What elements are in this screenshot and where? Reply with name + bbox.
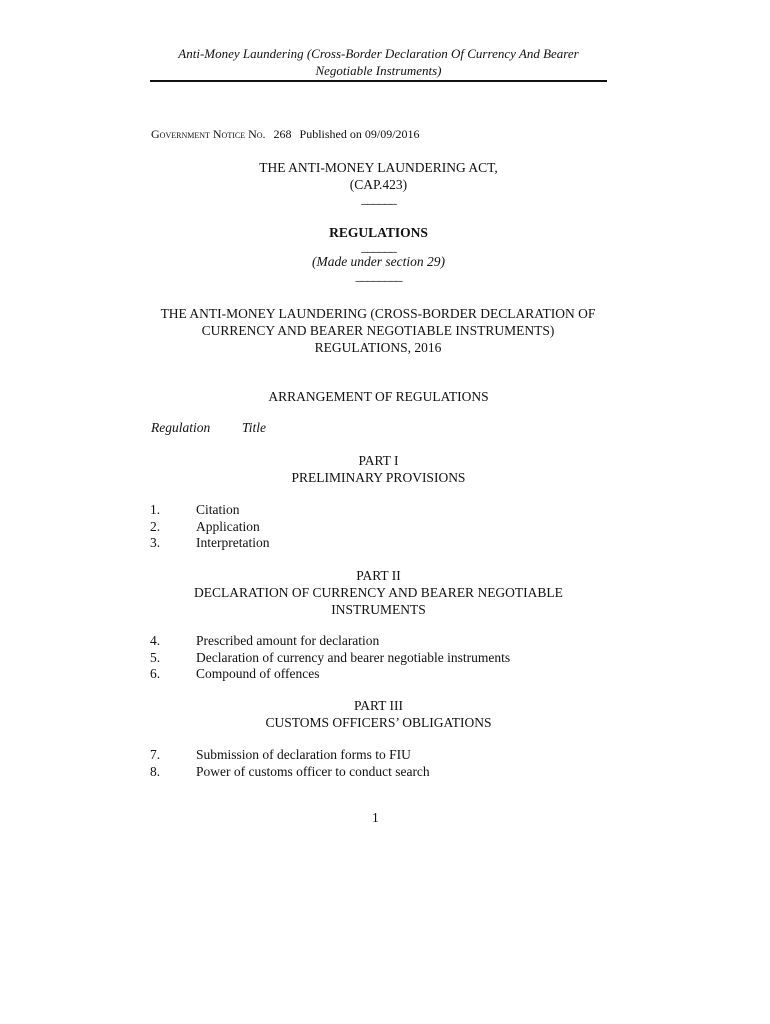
running-header xyxy=(150,45,607,79)
item-title: Prescribed amount for declaration xyxy=(196,633,380,648)
part-1-items xyxy=(150,502,269,552)
running-header-line-1: Anti-Money Laundering (Cross-Border Declaration Of Currency And Bearer xyxy=(178,46,579,61)
item-title: Citation xyxy=(196,502,240,517)
part-label: PART III xyxy=(353,698,404,713)
list-item xyxy=(150,764,430,781)
item-number: 6. xyxy=(150,666,161,681)
made-under-section: (Made under section 29) xyxy=(311,254,446,269)
item-number: 8. xyxy=(150,763,161,779)
item-number: 7. xyxy=(150,747,161,762)
part-label: PART II xyxy=(356,568,401,583)
item-title: Submission of declaration forms to FIU xyxy=(196,747,411,762)
running-header-line-2: Negotiable Instruments) xyxy=(315,63,442,78)
part-3-heading xyxy=(150,697,607,731)
reg-title-line-3: REGULATIONS, 2016 xyxy=(314,340,442,355)
part-title: PRELIMINARY PROVISIONS xyxy=(291,470,466,485)
item-number: 3. xyxy=(150,535,161,550)
arrangement-heading: ARRANGEMENT OF REGULATIONS xyxy=(268,389,489,404)
part-title: CUSTOMS OFFICERS’ OBLIGATIONS xyxy=(265,715,492,730)
regulations-rule-2: ________ xyxy=(355,268,402,283)
part-title-continued: INSTRUMENTS xyxy=(331,602,426,617)
list-item xyxy=(150,519,269,536)
act-cap: (CAP.423) xyxy=(349,177,408,192)
reg-title-line-1: THE ANTI-MONEY LAUNDERING (CROSS-BORDER DECLARATION OF xyxy=(160,306,596,321)
item-title: Application xyxy=(196,518,260,534)
list-item xyxy=(150,535,269,552)
page-number: 1 xyxy=(372,810,379,825)
list-item xyxy=(150,747,430,764)
part-label: PART I xyxy=(358,453,399,468)
header-rule xyxy=(150,80,607,82)
regulations-heading xyxy=(150,224,607,282)
act-heading xyxy=(150,159,607,205)
part-2-items xyxy=(150,633,510,683)
act-title: THE ANTI-MONEY LAUNDERING ACT, xyxy=(259,160,498,175)
government-notice xyxy=(151,127,420,142)
act-rule: ______ xyxy=(361,191,396,206)
part-1-heading xyxy=(150,452,607,486)
list-item xyxy=(150,650,510,667)
regulations-title: REGULATIONS xyxy=(329,225,428,240)
list-item xyxy=(150,633,510,650)
list-item xyxy=(150,502,269,519)
regulations-full-title xyxy=(148,305,608,356)
item-title: Declaration of currency and bearer negotiable instruments xyxy=(196,649,511,665)
list-item xyxy=(150,666,510,683)
item-number: 5. xyxy=(150,649,161,665)
notice-published: Published on 09/09/2016 xyxy=(299,127,420,141)
notice-label: Government Notice No. xyxy=(151,127,266,141)
item-title: Power of customs officer to conduct search xyxy=(196,763,430,779)
item-title: Compound of offences xyxy=(196,666,320,681)
regulations-rule-1: ______ xyxy=(361,239,396,254)
column-header-title: Title xyxy=(242,420,267,435)
item-title: Interpretation xyxy=(196,535,270,550)
part-2-heading xyxy=(150,567,607,618)
part-title: DECLARATION OF CURRENCY AND BEARER NEGOTIABLE xyxy=(194,585,563,600)
item-number: 4. xyxy=(150,633,161,648)
part-3-items xyxy=(150,747,430,780)
column-header-regulation: Regulation xyxy=(151,420,211,435)
item-number: 1. xyxy=(150,502,161,517)
notice-number: 268 xyxy=(273,127,292,141)
reg-title-line-2: CURRENCY AND BEARER NEGOTIABLE INSTRUMENTS) xyxy=(201,323,555,338)
item-number: 2. xyxy=(150,518,161,534)
